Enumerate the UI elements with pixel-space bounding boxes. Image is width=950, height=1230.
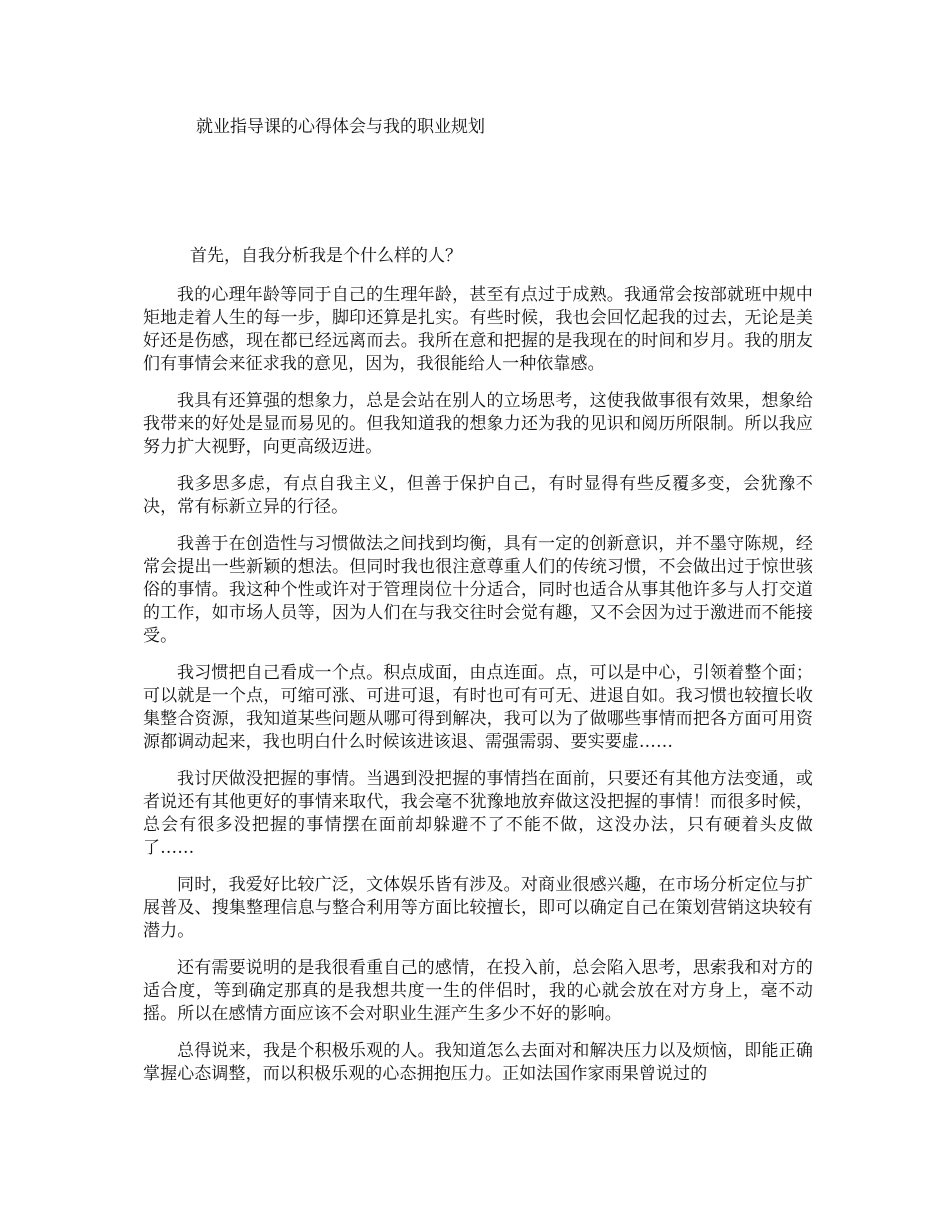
document-title: 就业指导课的心得体会与我的职业规划 [196, 117, 485, 137]
paragraph: 我讨厌做没把握的事情。当遇到没把握的事情挡在面前，只要还有其他方法变通，或者说还有其他更好的事情来取代，我会毫不犹豫地放弃做这没把握的事情！而很多时候，总会有很多没把握的事情摆在面前却躲避不了不能不做，这没办法，只有硬着头皮做了…… [143, 769, 813, 858]
paragraph: 同时，我爱好比较广泛，文体娱乐皆有涉及。对商业很感兴趣，在市场分析定位与扩展普及、搜集整理信息与整合利用等方面比较擅长，即可以确定自己在策划营销这块较有潜力。 [143, 875, 813, 941]
paragraph: 我的心理年龄等同于自己的生理年龄，甚至有点过于成熟。我通常会按部就班中规中矩地走着人生的每一步，脚印还算是扎实。有些时候，我也会回忆起我的过去，无论是美好还是伤感，现在都已经远离而去。我所在意和把握的是我现在的时间和岁月。我的朋友们有事情会来征求我的意见，因为，我很能给人一种依靠感。 [143, 285, 813, 374]
paragraph: 我善于在创造性与习惯做法之间找到均衡，具有一定的创新意识，并不墨守陈规，经常会提出一些新颖的想法。但同时我也很注意尊重人们的传统习惯，不会做出过于惊世骇俗的事情。我这种个性或许对于管理岗位十分适合，同时也适合从事其他许多与人打交道的工作，如市场人员等，因为人们在与我交往时会觉有趣，又不会因为过于激进而不能接受。 [143, 534, 813, 646]
paragraph: 我具有还算强的想象力，总是会站在别人的立场思考，这使我做事很有效果，想象给我带来的好处是显而易见的。但我知道我的想象力还为我的见识和阅历所限制。所以我应努力扩大视野，向更高级迈进。 [143, 391, 813, 457]
paragraph: 我多思多虑，有点自我主义，但善于保护自己，有时显得有些反覆多变，会犹豫不决，常有标新立异的行径。 [143, 474, 813, 517]
paragraph: 还有需要说明的是我很看重自己的感情，在投入前，总会陷入思考，思索我和对方的适合度，等到确定那真的是我想共度一生的伴侣时，我的心就会放在对方身上，毫不动摇。所以在感情方面应该不会对职业生涯产生多少不好的影响。 [143, 958, 813, 1024]
paragraph: 我习惯把自己看成一个点。积点成面，由点连面。点，可以是中心，引领着整个面；可以就是一个点，可缩可涨、可进可退，有时也可有可无、进退自如。我习惯也较擅长收集整合资源，我知道某些问题从哪可得到解决，我可以为了做哪些事情而把各方面可用资源都调动起来，我也明白什么时候该进该退、需强需弱、要实要虚…… [143, 663, 813, 752]
paragraph: 总得说来，我是个积极乐观的人。我知道怎么去面对和解决压力以及烦恼，即能正确掌握心态调整，而以积极乐观的心态拥抱压力。正如法国作家雨果曾说过的 [143, 1041, 813, 1084]
document-body [143, 284, 813, 1100]
section-heading: 首先，自我分析我是个什么样的人？ [190, 246, 462, 266]
